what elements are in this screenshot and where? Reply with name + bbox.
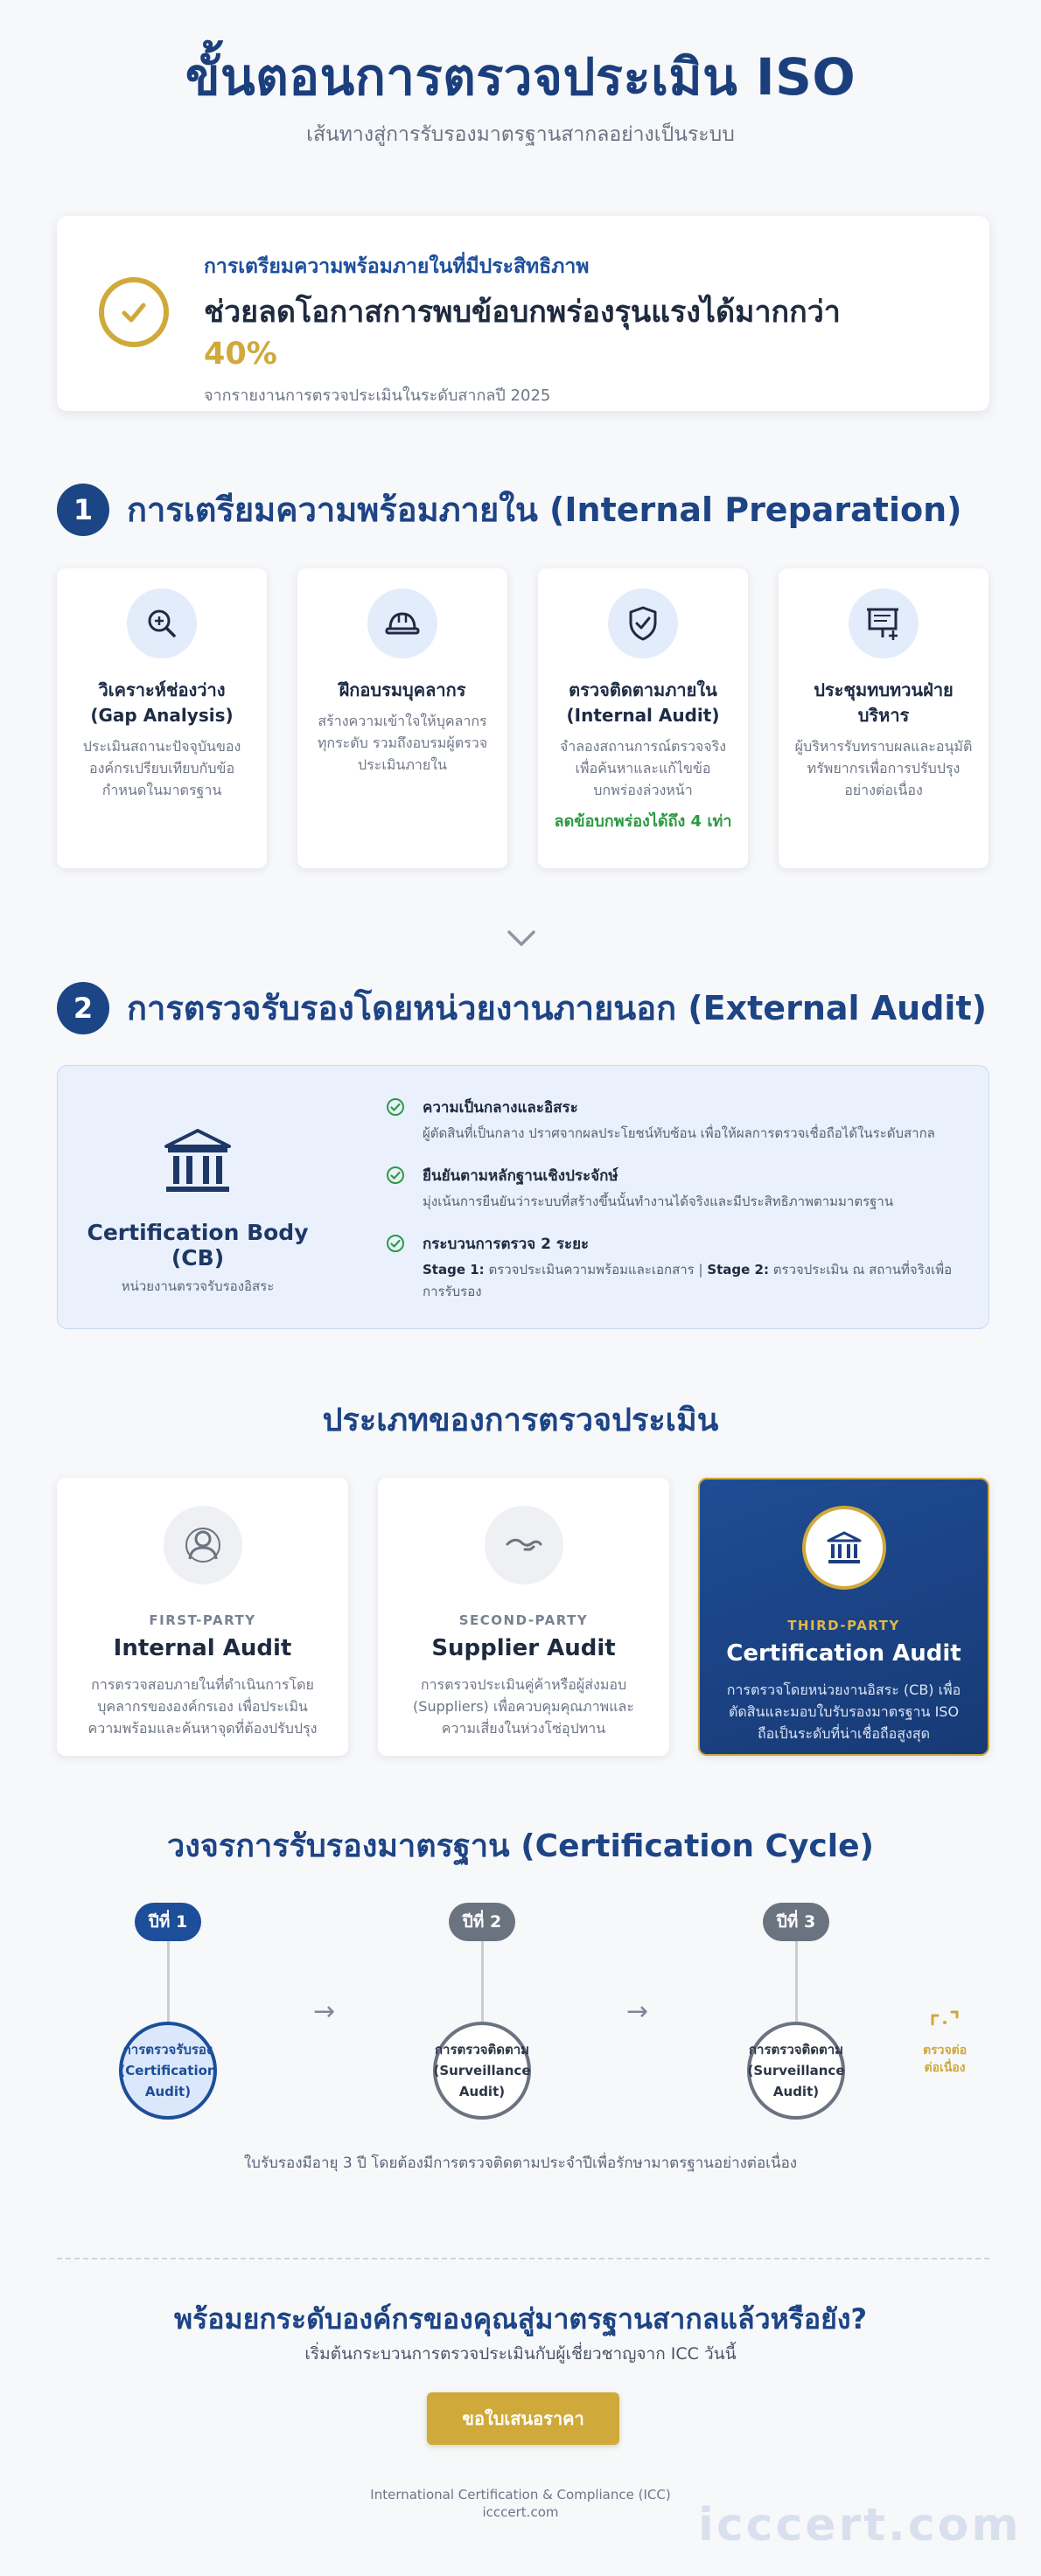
- section-1-number: 1: [57, 484, 109, 536]
- step-title-en: (Internal Audit): [566, 705, 720, 726]
- section-2-number: 2: [57, 982, 109, 1034]
- audit-type-card-first-party: [57, 1478, 348, 1756]
- repeat-icon: [923, 2007, 967, 2033]
- highlight-kicker: การเตรียมความพร้อมภายในที่มีประสิทธิภาพ: [204, 255, 590, 278]
- cycle-step-line: Audit): [458, 2084, 506, 2099]
- section-2-title: การตรวจรับรองโดยหน่วยงานภายนอก (External Audit): [127, 989, 987, 1027]
- step-title: ตรวจติดตามภายใน: [569, 679, 717, 700]
- step-card-training: [297, 568, 507, 868]
- point-item: [386, 1232, 954, 1303]
- point-heading: ความเป็นกลางและอิสระ: [423, 1099, 578, 1117]
- step-title: วิเคราะห์ช่องว่าง: [98, 679, 226, 700]
- arrow-right-icon: →: [626, 1996, 649, 2027]
- cycle-note: ใบรับรองมีอายุ 3 ปี โดยต้องมีการตรวจติดตามประจำปีเพื่อรักษามาตรฐานอย่างต่อเนื่อง: [243, 2155, 798, 2172]
- stage-2-label: Stage 2:: [707, 1262, 769, 1278]
- year-1-circle: [119, 2022, 217, 2120]
- highlight-headline: ช่วยลดโอกาสการพบข้อบกพร่องรุนแรงได้มากกว่า: [204, 295, 841, 330]
- point-body: ผู้ตัดสินที่เป็นกลาง ปราศจากผลประโยชน์ทับซ้อน เพื่อให้ผลการตรวจเชื่อถือได้ในระดับสากล: [423, 1125, 935, 1141]
- hard-hat-icon: [367, 588, 437, 658]
- point-heading: ยืนยันตามหลักฐานเชิงประจักษ์: [423, 1167, 618, 1185]
- arrow-right-icon: →: [313, 1996, 336, 2027]
- handshake-icon: [485, 1506, 563, 1584]
- audit-type-name: Internal Audit: [113, 1635, 292, 1661]
- footer-site-link[interactable]: icccert.com: [482, 2504, 559, 2520]
- cb-caption: หน่วยงานตรวจรับรองอิสระ: [121, 1278, 275, 1294]
- audit-type-kicker: THIRD-PARTY: [787, 1618, 900, 1633]
- cycle-step-line: การตรวจรับรอง: [122, 2042, 213, 2057]
- cycle-step-line: การตรวจติดตาม: [434, 2042, 530, 2057]
- cycle-step-line: (Surveillance: [747, 2063, 845, 2078]
- step-desc: ประเมินสถานะปัจจุบันขององค์กรเปรียบเทียบกับข้อกำหนดในมาตรฐาน: [82, 738, 241, 798]
- year-2-connector: [481, 1941, 484, 2022]
- stage-2-text: ตรวจประเมิน ณ สถานที่จริงเพื่อการรับรอง: [423, 1262, 953, 1299]
- audit-type-desc: การตรวจประเมินคู่ค้าหรือผู้ส่งมอบ (Suppliers) เพื่อควบคุมคุณภาพและความเสี่ยงในห่วงโซ่อุปทาน: [413, 1676, 634, 1737]
- presentation-board-icon: [849, 588, 919, 658]
- cta-heading: พร้อมยกระดับองค์กรของคุณสู่มาตรฐานสากลแล้วหรือยัง?: [174, 2302, 867, 2336]
- point-item: [386, 1096, 954, 1145]
- section-1-title: การเตรียมความพร้อมภายใน (Internal Preparation): [127, 491, 962, 529]
- certification-body-block: [58, 1127, 338, 1297]
- page-header: [0, 40, 1041, 150]
- external-audit-panel: [57, 1065, 989, 1329]
- shield-check-icon: [608, 588, 678, 658]
- audit-type-card-third-party: [698, 1478, 989, 1756]
- section-1-heading: [57, 483, 962, 536]
- cycle-step-line: Audit): [144, 2084, 192, 2099]
- cycle-heading: วงจรการรับรองมาตรฐาน (Certification Cycle): [167, 1828, 874, 1864]
- person-icon: [164, 1506, 242, 1584]
- check-icon: [386, 1234, 405, 1257]
- highlight-source: จากรายงานการตรวจประเมินในระดับสากลปี 2025: [204, 386, 551, 405]
- audit-type-desc: การตรวจโดยหน่วยงานอิสระ (CB) เพื่อตัดสินและมอบใบรับรองมาตรฐาน ISO ถือเป็นระดับที่น่าเชื่อถือสูงสุด: [726, 1681, 961, 1742]
- year-2-badge: ปีที่ 2: [449, 1903, 515, 1941]
- step-desc: ผู้บริหารรับทราบผลและอนุมัติทรัพยากรเพื่อการปรับปรุงอย่างต่อเนื่อง: [794, 738, 973, 798]
- watermark: icccert.com: [698, 2499, 1022, 2552]
- check-icon: [386, 1166, 405, 1188]
- step-card-internal-audit: [538, 568, 748, 868]
- audit-type-desc: การตรวจสอบภายในที่ดำเนินการโดยบุคลากรขององค์กรเอง เพื่อประเมินความพร้อมและค้นหาจุดที่ต้องปรับปรุง: [87, 1676, 318, 1737]
- cta-subtext: เริ่มต้นกระบวนการตรวจประเมินกับผู้เชี่ยวชาญจาก ICC วันนี้: [304, 2344, 737, 2364]
- year-3-circle: [747, 2022, 845, 2120]
- audit-types-heading: ประเภทของการตรวจประเมิน: [322, 1403, 719, 1438]
- request-quote-button[interactable]: ขอใบเสนอราคา: [427, 2392, 619, 2445]
- external-audit-points: [386, 1096, 954, 1322]
- check-icon: [386, 1097, 405, 1120]
- step-desc: จำลองสถานการณ์ตรวจจริงเพื่อค้นหาและแก้ไขข้อบกพร่องล่วงหน้า: [559, 738, 727, 798]
- point-body-stages: [423, 1259, 954, 1303]
- year-3-connector: [795, 1941, 798, 2022]
- point-item: [386, 1164, 954, 1213]
- footer-org: International Certification & Compliance (ICC): [370, 2487, 671, 2503]
- audit-type-kicker: SECOND-PARTY: [458, 1612, 589, 1628]
- audit-type-name: Certification Audit: [726, 1640, 961, 1667]
- year-1-badge: ปีที่ 1: [135, 1903, 201, 1941]
- magnifier-plus-icon: [127, 588, 197, 658]
- point-heading: กระบวนการตรวจ 2 ระยะ: [423, 1236, 590, 1253]
- step-highlight-note: ลดข้อบกพร่องได้ถึง 4 เท่า: [554, 812, 732, 831]
- audit-type-name: Supplier Audit: [431, 1635, 616, 1661]
- year-2-circle: [433, 2022, 531, 2120]
- cycle-step-line: (Surveillance: [433, 2063, 531, 2078]
- stage-1-label: Stage 1:: [423, 1262, 485, 1278]
- continue-line: ต่อเนื่อง: [924, 2061, 966, 2075]
- cycle-step-line: การตรวจติดตาม: [748, 2042, 844, 2057]
- highlight-card: [57, 216, 989, 411]
- cycle-step-line: Audit): [772, 2084, 820, 2099]
- step-title: ประชุมทบทวนฝ่ายบริหาร: [814, 679, 954, 726]
- institution-icon: [802, 1506, 886, 1590]
- section-2-heading: [57, 981, 987, 1034]
- institution-icon: [58, 1127, 338, 1201]
- cycle-continue: [923, 2007, 967, 2077]
- continue-line: ตรวจต่อ: [923, 2043, 968, 2057]
- cycle-step-line: (Certification: [119, 2063, 217, 2078]
- point-body: มุ่งเน้นการยืนยันว่าระบบที่สร้างขึ้นนั้นทำงานได้จริงและมีประสิทธิภาพตามมาตรฐาน: [423, 1194, 894, 1209]
- page-title: ขั้นตอนการตรวจประเมิน ISO: [185, 47, 856, 107]
- page-subtitle: เส้นทางสู่การรับรองมาตรฐานสากลอย่างเป็นระบบ: [306, 123, 735, 146]
- year-1-connector: [167, 1941, 170, 2022]
- check-circle-icon: [99, 277, 169, 347]
- stage-1-text: ตรวจประเมินความพร้อมและเอกสาร |: [484, 1262, 708, 1278]
- audit-type-kicker: FIRST-PARTY: [149, 1612, 256, 1628]
- step-card-management-review: [779, 568, 989, 868]
- audit-type-card-second-party: [378, 1478, 669, 1756]
- year-3-badge: ปีที่ 3: [763, 1903, 829, 1941]
- highlight-percent: 40%: [204, 337, 277, 372]
- cb-name: Certification Body (CB): [87, 1220, 309, 1271]
- step-title-en: (Gap Analysis): [90, 705, 234, 726]
- chevron-down-icon: [506, 927, 537, 953]
- step-title: ฝึกอบรมบุคลากร: [339, 679, 466, 700]
- step-card-gap-analysis: [57, 568, 267, 868]
- step-desc: สร้างความเข้าใจให้บุคลากรทุกระดับ รวมถึงอบรมผู้ตรวจประเมินภายใน: [317, 713, 488, 773]
- divider: [57, 2258, 989, 2259]
